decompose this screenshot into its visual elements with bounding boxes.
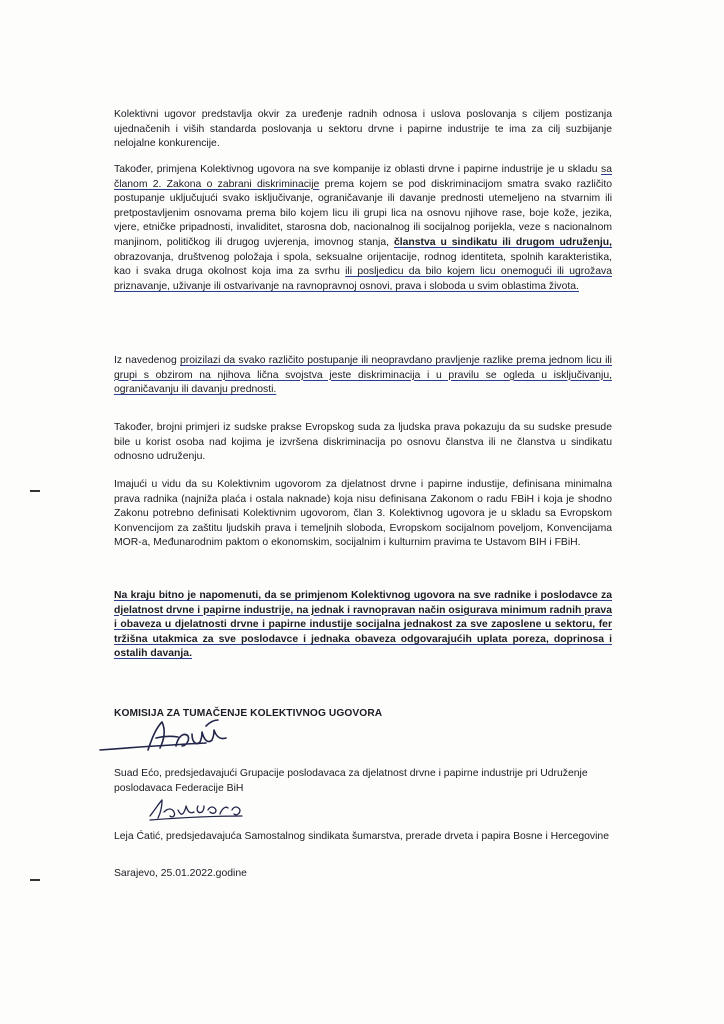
- paragraph-final-remark: Na kraju bitno je napomenuti, da se primjenom Kolektivnog ugovora na sve radnike i poslodavce za djelatnost drvne i papirne industrije, na jednak i ravnopravan način osigurava minimum radnih prava i obaveza u djelatnosti drvne i papirne industije socijalna jednakost za sve zaposlene u sektoru, fer tržišna utakmica za sve poslodavce i jednaka obaveza odgovarajućih uplata poreza, doprinosa i ostalih davanja.: [114, 590, 612, 660]
- p3-underlined-definition: proizilazi da svako različito postupanje ili neopravdano pravljenje razlike prema jednom licu ili grupi s obzirom na njihova lična svojstva jeste diskriminacija i u pravilu se ogleda u isključivanju, ograničavanju ili davanju prednosti.: [114, 355, 612, 396]
- p2-underlined-membership: članstva u sindikatu ili drugom udruženju,: [393, 236, 612, 248]
- paragraph-intro: Kolektivni ugovor predstavlja okvir za uređenje radnih odnosa i uslova poslovanja s ciljem postizanja ujednačenih i viših standarda poslovanja u sektoru drvne i papirne industrije te ima za cilj suzbijanje nelojalne konkurencije.: [114, 109, 612, 150]
- place-date: Sarajevo, 25.01.2022.godine: [114, 868, 247, 879]
- signature-1: [96, 712, 246, 764]
- signer-1: Suad Ećo, predsjedavajući Grupacije poslodavaca za djelatnost drvne i papirne industrije pri Udruženje poslodavaca Federacije BiH: [114, 768, 588, 794]
- left-margin-mark-1: [30, 490, 40, 492]
- p2-text-c: prema kojem se pod diskriminacijom smatra svako različito postupanje uključujući svako isključivanje, ograničavanje ili davanje prednosti utemeljeno na stvarnim ili pretpostavljenim osnovama prema bilo kojem licu ili grupi lica na osnovu njihove rase, boje kože, jezika, vjere, etničke pripadnosti, invaliditet, starosna dob, nacionalnog ili socijalnog porijekla, veze s nacionalnom manjinom, političkog ili drugog uvjerenja, imovnog stanja,: [114, 178, 612, 248]
- paragraph-court-practice: Također, brojni primjeri iz sudske prakse Evropskog suda za ljudska prava pokazuju da su sudske presude bile u korist osoba nad kojima je izvršena diskriminacija po osnovu članstva ili ne članstva u sindikatu odnosno udruženju.: [114, 422, 612, 463]
- paragraph-conclusion: [114, 354, 612, 398]
- p2-underlined-consequence: ili posljedicu da bilo kojem licu onemogući ili ugrožava priznavanje, uživanje ili ostvarivanje na ravnopravnoj osnovi, prava i sloboda u svim oblastima života.: [114, 266, 612, 292]
- p2-text-e: obrazovanja, društvenog položaja i spola, seksualne orijentacije, rodnog identiteta, spolnih karakteristika, kao i svaka druga okolnost koja ima za svrhu: [114, 251, 612, 278]
- signature-2: [146, 794, 256, 824]
- paragraph-minimum-rights: Imajući u vidu da su Kolektivnim ugovorom za djelatnost drvne i papirne industije, definisana minimalna prava radnika (najniža plaća i ostala naknade) koja nisu definisana Zakonom o radu FBiH i koja je shodno Zakonu potrebno definisati Kolektivnim ugovorom, član 3. Kolektivnog ugovora je u skladu sa Evropskom Konvencijom za zaštitu ljudskih prava i temeljnih sloboda, Evropskom socijalnom poveljom, Konvencijama MOR-a, Međunarodnim paktom o ekonomskim, socijalnim i kulturnim pravima te Ustavom BIH i FBiH.: [114, 479, 612, 549]
- p2-text-a: Također, primjena Kolektivnog ugovora na sve kompanije iz oblasti drvne i papirne industrije je u skladu: [114, 164, 602, 175]
- signer-2: Leja Ćatić, predsjedavajuća Samostalnog sindikata šumarstva, prerade drveta i papira Bosne i Hercegovine: [114, 831, 609, 842]
- p2-underlined-article: sa članom 2. Zakona o zabrani diskriminacije: [114, 164, 612, 190]
- commission-heading: KOMISIJA ZA TUMAČENJE KOLEKTIVNOG UGOVORA: [114, 708, 383, 719]
- left-margin-mark-2: [30, 879, 40, 881]
- paragraph-discrimination-law: [114, 163, 612, 294]
- p3-text-a: Iz navedenog: [114, 355, 180, 366]
